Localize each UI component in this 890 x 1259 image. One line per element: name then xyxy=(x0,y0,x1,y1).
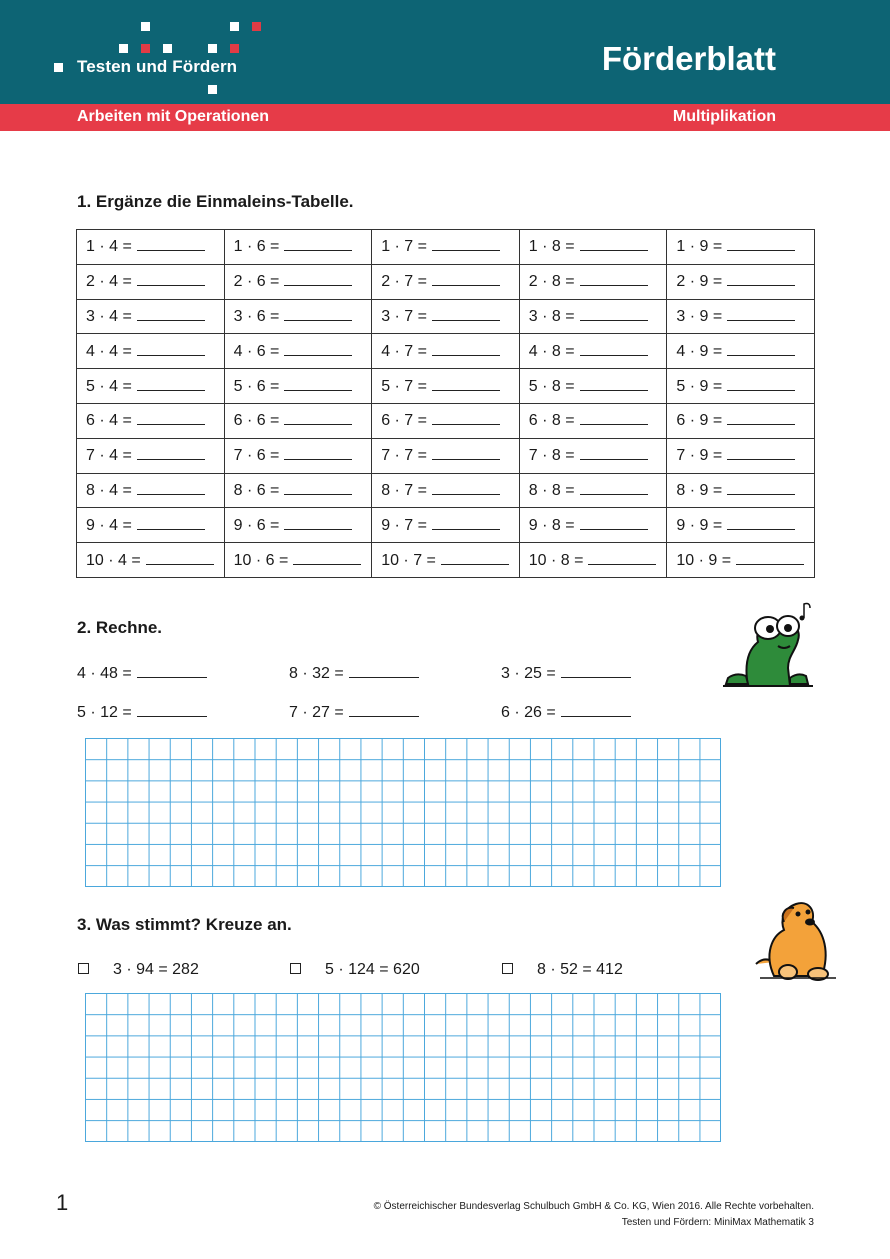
answer-blank[interactable] xyxy=(146,551,214,565)
answer-blank[interactable] xyxy=(580,516,648,530)
answer-blank[interactable] xyxy=(349,703,419,717)
equation-text: 9 · 8 = xyxy=(528,516,575,534)
equation-text: 9 · 9 = xyxy=(676,516,723,534)
equation-text: 1 · 7 = xyxy=(381,238,427,256)
table-cell[interactable] xyxy=(77,403,225,438)
task3-heading: 3. Was stimmt? Kreuze an. xyxy=(77,915,292,934)
table-cell[interactable] xyxy=(667,230,815,265)
table-cell[interactable] xyxy=(519,438,667,473)
checkbox[interactable] xyxy=(78,963,89,974)
table-cell[interactable] xyxy=(372,438,520,473)
table-cell[interactable] xyxy=(224,299,372,334)
option[interactable]: 8 · 52 = 412 xyxy=(502,961,623,979)
equation-text: 5 · 7 = xyxy=(381,377,427,395)
table-cell[interactable] xyxy=(372,264,520,299)
table-cell[interactable] xyxy=(519,543,667,578)
table-cell[interactable] xyxy=(224,543,372,578)
table-cell[interactable] xyxy=(77,543,225,578)
answer-blank[interactable] xyxy=(284,411,352,425)
table-cell[interactable] xyxy=(77,230,225,265)
answer-blank[interactable] xyxy=(432,307,500,321)
problem[interactable]: 7 · 27 = xyxy=(289,703,419,722)
header-bar xyxy=(0,0,890,104)
equation-text: 6 · 4 = xyxy=(86,412,132,430)
task2-heading: 2. Rechne. xyxy=(77,618,163,637)
table-cell[interactable] xyxy=(224,508,372,543)
table-cell[interactable] xyxy=(224,438,372,473)
answer-blank[interactable] xyxy=(580,307,648,321)
category-label: Multiplikation xyxy=(672,108,776,125)
answer-blank[interactable] xyxy=(137,377,205,391)
table-cell[interactable] xyxy=(519,369,667,404)
equation-text: 4 · 7 = xyxy=(381,342,427,360)
table-cell[interactable] xyxy=(224,473,372,508)
table-cell[interactable] xyxy=(224,334,372,369)
table-cell[interactable] xyxy=(77,438,225,473)
problem[interactable]: 3 · 25 = xyxy=(501,664,631,683)
table-row xyxy=(77,299,815,334)
task1-heading: 1. Ergänze die Einmaleins-Tabelle. xyxy=(77,192,354,211)
answer-blank[interactable] xyxy=(441,551,509,565)
answer-blank[interactable] xyxy=(727,272,795,286)
option[interactable]: 5 · 124 = 620 xyxy=(290,961,420,979)
equation-text: 8 · 8 = xyxy=(528,481,575,499)
answer-blank[interactable] xyxy=(727,446,795,460)
equation-text: 7 · 8 = xyxy=(528,447,575,465)
answer-blank[interactable] xyxy=(137,664,207,678)
answer-blank[interactable] xyxy=(727,307,795,321)
table-cell[interactable] xyxy=(372,543,520,578)
table-cell[interactable] xyxy=(667,403,815,438)
table-cell[interactable] xyxy=(519,230,667,265)
equation-text: 10 · 9 = xyxy=(676,551,732,569)
equation-text: 10 · 6 = xyxy=(233,551,289,569)
problem[interactable]: 8 · 32 = xyxy=(289,664,419,683)
equation-text: 8 · 7 = xyxy=(381,481,427,499)
answer-blank[interactable] xyxy=(137,703,207,717)
table-cell[interactable] xyxy=(77,508,225,543)
equation-text: 6 · 7 = xyxy=(381,412,427,430)
answer-blank[interactable] xyxy=(727,237,795,251)
equation-text: 1 · 9 = xyxy=(676,238,723,256)
checkbox[interactable] xyxy=(290,963,301,974)
table-cell[interactable] xyxy=(519,508,667,543)
equation-text: 10 · 4 = xyxy=(86,551,141,569)
times-table xyxy=(76,229,815,578)
table-cell[interactable] xyxy=(667,508,815,543)
table-cell[interactable] xyxy=(519,334,667,369)
table-row xyxy=(77,334,815,369)
answer-blank[interactable] xyxy=(432,516,500,530)
equation-text: 7 · 7 = xyxy=(381,447,427,465)
answer-blank[interactable] xyxy=(580,237,648,251)
answer-blank[interactable] xyxy=(580,377,648,391)
table-row xyxy=(77,543,815,578)
copyright-notice: © Österreichischer Bundesverlag Schulbuch GmbH & Co. KG, Wien 2016. Alle Rechte vorbehalten. xyxy=(373,1201,814,1212)
answer-blank[interactable] xyxy=(432,481,500,495)
table-row xyxy=(77,264,815,299)
equation-text: 9 · 6 = xyxy=(233,516,280,534)
table-cell[interactable] xyxy=(519,473,667,508)
equation-text: 4 · 4 = xyxy=(86,342,132,360)
equation-text: 3 · 4 = xyxy=(86,307,132,325)
answer-blank[interactable] xyxy=(580,411,648,425)
problem[interactable]: 5 · 12 = xyxy=(77,703,207,722)
equation-text: 6 · 6 = xyxy=(233,412,280,430)
equation-text: 10 · 7 = xyxy=(381,551,436,569)
answer-blank[interactable] xyxy=(432,446,500,460)
answer-blank[interactable] xyxy=(580,481,648,495)
equation-text: 2 · 4 = xyxy=(86,273,132,291)
equation-text: 3 · 9 = xyxy=(676,307,723,325)
equation-text: 2 · 7 = xyxy=(381,273,427,291)
table-row xyxy=(77,438,815,473)
answer-blank[interactable] xyxy=(580,446,648,460)
table-cell[interactable] xyxy=(372,369,520,404)
page-title: Förderblatt xyxy=(601,40,776,77)
answer-blank[interactable] xyxy=(284,237,352,251)
table-cell[interactable] xyxy=(372,508,520,543)
table-cell[interactable] xyxy=(372,403,520,438)
answer-blank[interactable] xyxy=(137,307,205,321)
equation-text: 10 · 8 = xyxy=(528,551,584,569)
answer-blank[interactable] xyxy=(137,481,205,495)
answer-blank[interactable] xyxy=(284,307,352,321)
answer-blank[interactable] xyxy=(137,516,205,530)
answer-blank[interactable] xyxy=(284,342,352,356)
topic-label: Arbeiten mit Operationen xyxy=(77,108,270,125)
table-cell[interactable] xyxy=(372,299,520,334)
equation-text: 9 · 7 = xyxy=(381,516,427,534)
table-cell[interactable] xyxy=(372,230,520,265)
answer-blank[interactable] xyxy=(284,272,352,286)
equation-text: 3 · 8 = xyxy=(528,307,575,325)
answer-blank[interactable] xyxy=(432,237,500,251)
answer-blank[interactable] xyxy=(432,272,500,286)
equation-text: 5 · 6 = xyxy=(233,377,280,395)
answer-blank[interactable] xyxy=(561,664,631,678)
equation-text: 8 · 4 = xyxy=(86,481,132,499)
table-row xyxy=(77,473,815,508)
table-row xyxy=(77,369,815,404)
equation-text: 5 · 8 = xyxy=(528,377,575,395)
table-cell[interactable] xyxy=(667,473,815,508)
equation-text: 8 · 9 = xyxy=(676,481,723,499)
equation-text: 5 · 9 = xyxy=(676,377,723,395)
equation-text: 9 · 4 = xyxy=(86,516,132,534)
equation-text: 3 · 6 = xyxy=(233,307,280,325)
equation-text: 2 · 9 = xyxy=(676,273,723,291)
answer-blank[interactable] xyxy=(349,664,419,678)
table-cell[interactable] xyxy=(372,334,520,369)
equation-text: 1 · 8 = xyxy=(528,238,575,256)
equation-text: 2 · 6 = xyxy=(233,273,280,291)
equation-text: 7 · 4 = xyxy=(86,447,132,465)
answer-blank[interactable] xyxy=(727,342,795,356)
answer-blank[interactable] xyxy=(432,377,500,391)
dog-illustration xyxy=(750,892,840,982)
table-cell[interactable] xyxy=(77,299,225,334)
table-row xyxy=(77,508,815,543)
equation-text: 2 · 8 = xyxy=(528,273,575,291)
table-cell[interactable] xyxy=(519,264,667,299)
answer-blank[interactable] xyxy=(284,481,352,495)
subtitle-bar xyxy=(0,104,890,131)
table-cell[interactable] xyxy=(77,264,225,299)
table-cell[interactable] xyxy=(519,403,667,438)
equation-text: 5 · 4 = xyxy=(86,377,132,395)
answer-blank[interactable] xyxy=(293,551,361,565)
table-cell[interactable] xyxy=(77,473,225,508)
answer-blank[interactable] xyxy=(137,342,205,356)
answer-blank[interactable] xyxy=(432,342,500,356)
answer-blank[interactable] xyxy=(284,446,352,460)
calculation-grid[interactable] xyxy=(85,738,721,887)
equation-text: 1 · 4 = xyxy=(86,238,132,256)
table-cell[interactable] xyxy=(372,473,520,508)
equation-text: 4 · 8 = xyxy=(528,342,575,360)
equation-text: 7 · 6 = xyxy=(233,447,280,465)
answer-blank[interactable] xyxy=(727,481,795,495)
answer-blank[interactable] xyxy=(284,516,352,530)
table-cell[interactable] xyxy=(77,369,225,404)
equation-text: 6 · 9 = xyxy=(676,412,723,430)
answer-blank[interactable] xyxy=(137,272,205,286)
table-cell[interactable] xyxy=(224,369,372,404)
table-cell[interactable] xyxy=(77,334,225,369)
table-cell[interactable] xyxy=(667,543,815,578)
answer-blank[interactable] xyxy=(284,377,352,391)
table-cell[interactable] xyxy=(667,369,815,404)
answer-blank[interactable] xyxy=(561,703,631,717)
table-cell[interactable] xyxy=(519,299,667,334)
equation-text: 6 · 8 = xyxy=(528,412,575,430)
answer-blank[interactable] xyxy=(736,551,804,565)
table-cell[interactable] xyxy=(667,334,815,369)
problem[interactable]: 6 · 26 = xyxy=(501,703,631,722)
answer-blank[interactable] xyxy=(432,411,500,425)
answer-blank[interactable] xyxy=(727,411,795,425)
answer-blank[interactable] xyxy=(137,237,205,251)
brand-name: Testen und Fördern xyxy=(77,57,238,76)
table-cell[interactable] xyxy=(667,264,815,299)
table-cell[interactable] xyxy=(224,264,372,299)
table-row xyxy=(77,403,815,438)
equation-text: 1 · 6 = xyxy=(233,238,280,256)
page-number: 1 xyxy=(56,1190,69,1215)
equation-text: 4 · 9 = xyxy=(676,342,723,360)
table-cell[interactable] xyxy=(667,299,815,334)
answer-blank[interactable] xyxy=(588,551,656,565)
equation-text: 8 · 6 = xyxy=(233,481,280,499)
equation-text: 7 · 9 = xyxy=(676,447,723,465)
option[interactable]: 3 · 94 = 282 xyxy=(78,961,199,979)
source-note: Testen und Fördern: MiniMax Mathematik 3 xyxy=(621,1217,814,1228)
answer-blank[interactable] xyxy=(727,377,795,391)
frog-illustration xyxy=(718,598,818,694)
equation-text: 4 · 6 = xyxy=(233,342,280,360)
calculation-grid[interactable] xyxy=(85,993,721,1142)
table-row xyxy=(77,230,815,265)
answer-blank[interactable] xyxy=(580,272,648,286)
answer-blank[interactable] xyxy=(137,411,205,425)
table-cell[interactable] xyxy=(667,438,815,473)
equation-text: 3 · 7 = xyxy=(381,307,427,325)
table-cell[interactable] xyxy=(224,230,372,265)
problem[interactable]: 4 · 48 = xyxy=(77,664,207,683)
answer-blank[interactable] xyxy=(137,446,205,460)
answer-blank[interactable] xyxy=(580,342,648,356)
table-cell[interactable] xyxy=(224,403,372,438)
checkbox[interactable] xyxy=(502,963,513,974)
answer-blank[interactable] xyxy=(727,516,795,530)
